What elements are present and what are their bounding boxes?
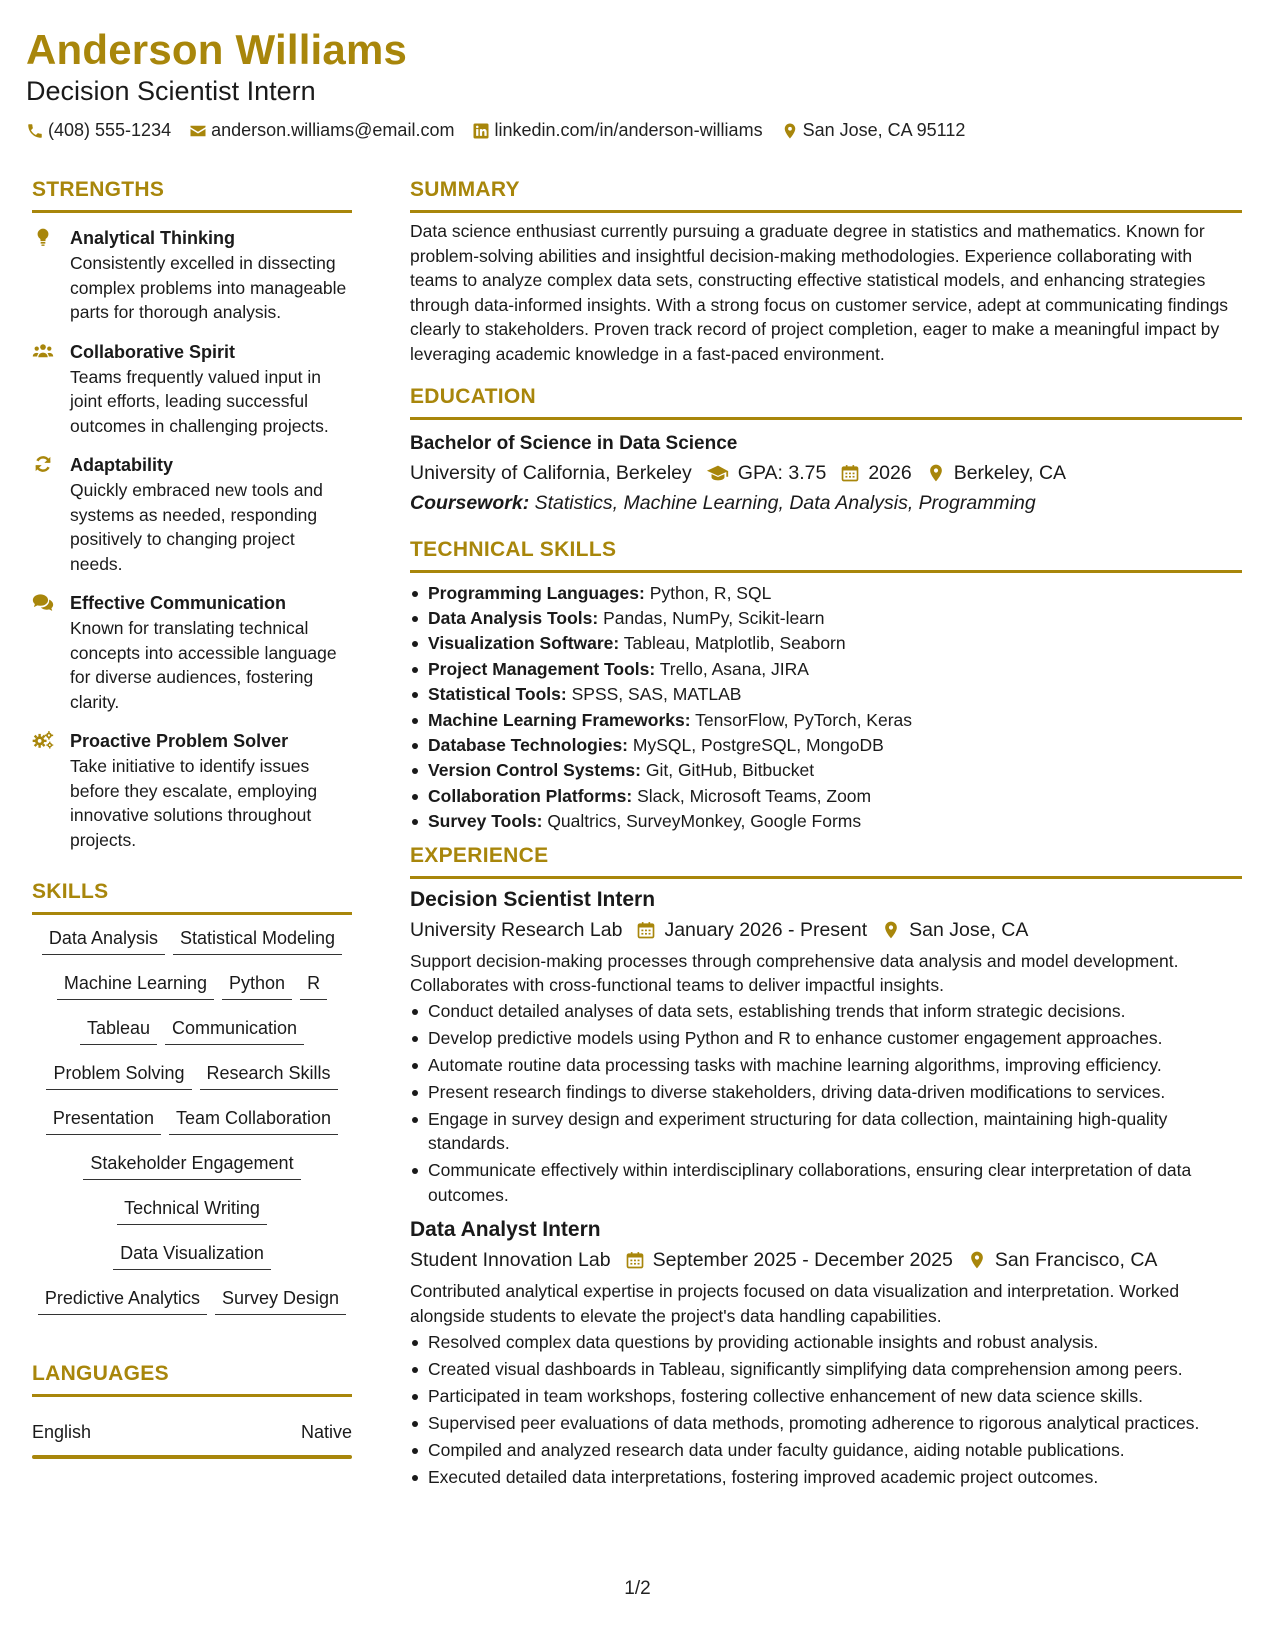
comments-icon [32, 592, 54, 612]
strengths-section [32, 176, 352, 852]
strength-title: Effective Communication [70, 593, 287, 613]
job-description: Support decision-making processes through comprehensive data analysis and model development. Collaborates with cross-functional teams to deliver impactful insights. [410, 950, 1179, 996]
summary-heading: SUMMARY [410, 178, 520, 201]
graduation-cap-icon [706, 463, 730, 483]
job-entry [410, 885, 1242, 1208]
section-divider [32, 912, 352, 915]
job-bullets [410, 999, 1242, 1207]
skill-tag: Predictive Analytics [38, 1285, 207, 1315]
tech-skill-item: Visualization Software: Tableau, Matplotlib, Seaborn [410, 631, 1242, 655]
strength-desc: Quickly embraced new tools and systems as needed, responding positively to changing project needs. [70, 480, 323, 574]
candidate-title: Decision Scientist Intern [26, 76, 316, 106]
calendar-icon [625, 1250, 645, 1270]
contact-email[interactable] [189, 120, 454, 141]
job-meta [410, 1245, 1242, 1275]
job-meta [410, 915, 1242, 945]
job-bullet: Engage in survey design and experiment structuring for data collection, maintaining high-quality standards. [410, 1107, 1242, 1156]
job-bullet: Created visual dashboards in Tableau, significantly simplifying data comprehension among peers. [410, 1357, 1242, 1381]
strength-desc: Known for translating technical concepts into accessible language for diverse audiences, fostering clarity. [70, 618, 337, 712]
map-pin-icon [781, 122, 799, 140]
skill-tag: Machine Learning [57, 970, 214, 1000]
education-section [410, 383, 1242, 518]
languages-section [32, 1360, 352, 1459]
skill-tag: Survey Design [215, 1285, 346, 1315]
strength-item [32, 590, 352, 714]
graduation-year: 2026 [868, 461, 912, 484]
summary-section [410, 176, 1242, 367]
skill-tag: Data Visualization [113, 1240, 271, 1270]
sync-icon [32, 454, 54, 474]
job-bullet: Conduct detailed analyses of data sets, establishing trends that inform strategic decisions. [410, 999, 1242, 1023]
contact-phone [26, 120, 171, 141]
experience-heading: EXPERIENCE [410, 843, 549, 867]
strength-title: Proactive Problem Solver [70, 731, 289, 751]
strength-desc: Consistently excelled in dissecting complex problems into manageable parts for thorough analysis. [70, 253, 347, 322]
section-divider [32, 210, 352, 213]
tech-skill-item: Machine Learning Frameworks: TensorFlow, PyTorch, Keras [410, 708, 1242, 732]
job-bullet: Automate routine data processing tasks with machine learning algorithms, improving efficiency. [410, 1053, 1242, 1077]
tech-skill-item: Collaboration Platforms: Slack, Microsoft Teams, Zoom [410, 784, 1242, 808]
lightbulb-icon [32, 227, 54, 247]
strength-title: Adaptability [70, 455, 174, 475]
job-location: San Jose, CA [909, 918, 1029, 941]
job-bullet: Compiled and analyzed research data under faculty guidance, aiding notable publications. [410, 1438, 1242, 1462]
strength-item [32, 225, 352, 325]
coursework-label: Coursework: [410, 491, 530, 514]
strength-desc: Take initiative to identify issues before they escalate, employing innovative solutions throughout projects. [70, 756, 318, 850]
job-bullet: Develop predictive models using Python and R to enhance customer engagement approaches. [410, 1026, 1242, 1050]
job-bullet: Resolved complex data questions by providing actionable insights and robust analysis. [410, 1330, 1242, 1354]
strength-item [32, 728, 352, 852]
language-row [32, 1419, 352, 1445]
company-name: University Research Lab [410, 918, 623, 941]
left-column [32, 176, 352, 1459]
tech-skill-item: Statistical Tools: SPSS, SAS, MATLAB [410, 682, 1242, 706]
summary-text: Data science enthusiast currently pursuing a graduate degree in statistics and mathematics. Known for problem-solving abilities and insightful decision-making methodologies. Experience collaborating with teams to analyze complex data sets, constructing effective statistical models, and enhancing strategies through data-informed insights. With a strong focus on customer service, adept at communicating findings clearly to stakeholders. Proven track record of project completion, eager to make a meaningful impact by leveraging academic knowledge in a fast-paced environment. [410, 221, 1229, 364]
tech-skill-item: Database Technologies: MySQL, PostgreSQL, MongoDB [410, 733, 1242, 757]
tech-skill-item: Programming Languages: Python, R, SQL [410, 581, 1242, 605]
skill-tag: Team Collaboration [169, 1105, 338, 1135]
strength-desc: Teams frequently valued input in joint efforts, leading successful outcomes in challenging projects. [70, 366, 329, 436]
coursework-text: Statistics, Machine Learning, Data Analysis, Programming [534, 491, 1036, 514]
languages-heading: LANGUAGES [32, 1362, 169, 1385]
skill-tag: Statistical Modeling [173, 925, 342, 955]
skill-tag: Technical Writing [117, 1195, 267, 1225]
job-title: Data Analyst Intern [410, 1218, 601, 1242]
cogs-icon [32, 730, 54, 750]
section-divider [410, 210, 1242, 213]
email-text[interactable]: anderson.williams@email.com [211, 120, 455, 140]
calendar-icon [636, 920, 656, 940]
language-level: Native [300, 1422, 352, 1442]
skill-tag: Problem Solving [46, 1060, 191, 1090]
section-divider [410, 876, 1242, 879]
language-level-bar [32, 1455, 352, 1459]
strengths-heading: STRENGTHS [32, 178, 165, 201]
school-name: University of California, Berkeley [410, 461, 692, 484]
technical-skills-list [410, 581, 1242, 834]
skill-tag: R [300, 970, 327, 1000]
company-name: Student Innovation Lab [410, 1249, 611, 1272]
resume-header [26, 24, 1249, 141]
map-pin-icon [881, 920, 901, 940]
phone-text: (408) 555-1234 [48, 120, 172, 140]
right-column [410, 176, 1242, 1491]
job-bullet: Executed detailed data interpretations, fostering improved academic project outcomes. [410, 1465, 1242, 1489]
skills-list [32, 925, 352, 1330]
skill-tag: Python [222, 970, 292, 1000]
job-dates: January 2026 - Present [664, 918, 868, 941]
coursework-line [410, 488, 1242, 518]
job-bullets [410, 1330, 1242, 1489]
tech-skill-item: Survey Tools: Qualtrics, SurveyMonkey, Google Forms [410, 809, 1242, 833]
job-title: Decision Scientist Intern [410, 887, 656, 911]
skill-tag: Presentation [46, 1105, 161, 1135]
job-location: San Francisco, CA [994, 1249, 1158, 1272]
job-entry [410, 1215, 1242, 1489]
skill-tag: Stakeholder Engagement [83, 1150, 300, 1180]
phone-icon [26, 122, 44, 140]
location-text: San Jose, CA 95112 [802, 120, 966, 140]
strength-title: Collaborative Spirit [70, 341, 236, 362]
section-divider [410, 417, 1242, 420]
tech-skill-item: Version Control Systems: Git, GitHub, Bitbucket [410, 758, 1242, 782]
job-bullet: Participated in team workshops, fostering collective enhancement of new data science skills. [410, 1384, 1242, 1408]
skill-tag: Data Analysis [42, 925, 165, 955]
technical-skills-heading: TECHNICAL SKILLS [410, 537, 617, 561]
job-bullet: Supervised peer evaluations of data methods, promoting adherence to rigorous analytical practices. [410, 1411, 1242, 1435]
education-heading: EDUCATION [410, 384, 536, 408]
education-location: Berkeley, CA [953, 461, 1067, 484]
contact-location [781, 120, 966, 141]
job-bullet: Present research findings to diverse stakeholders, driving data-driven modifications to services. [410, 1080, 1242, 1104]
map-pin-icon [926, 463, 946, 483]
skills-heading: SKILLS [32, 880, 109, 903]
technical-skills-section [410, 536, 1242, 834]
tech-skill-item: Data Analysis Tools: Pandas, NumPy, Scikit-learn [410, 606, 1242, 630]
contact-linkedin[interactable] [472, 120, 762, 141]
linkedin-text[interactable]: linkedin.com/in/anderson-williams [494, 120, 763, 140]
strength-title: Analytical Thinking [70, 228, 236, 248]
strength-item [32, 452, 352, 576]
experience-section [410, 842, 1242, 1489]
job-description: Contributed analytical expertise in projects focused on data visualization and interpretation. Worked alongside students to elevate the project's data handling capabilities. [410, 1281, 1180, 1326]
job-bullet: Communicate effectively within interdisciplinary collaborations, ensuring clear interpretation of data outcomes. [410, 1158, 1242, 1207]
contact-bar [26, 120, 1249, 141]
candidate-name: Anderson Williams [26, 26, 408, 73]
section-divider [32, 1394, 352, 1397]
section-divider [410, 570, 1242, 573]
users-icon [32, 341, 54, 361]
linkedin-icon [472, 122, 490, 140]
calendar-icon [840, 463, 860, 483]
skill-tag: Tableau [80, 1015, 157, 1045]
map-pin-icon [967, 1250, 987, 1270]
language-name: English [32, 1422, 92, 1442]
page-number: 1/2 [624, 1578, 651, 1599]
strength-item [32, 339, 352, 439]
tech-skill-item: Project Management Tools: Trello, Asana, JIRA [410, 657, 1242, 681]
degree-title: Bachelor of Science in Data Science [410, 432, 738, 454]
gpa-text: GPA: 3.75 [737, 461, 827, 484]
skill-tag: Communication [165, 1015, 304, 1045]
education-meta [410, 458, 1242, 488]
skills-section [32, 878, 352, 1330]
envelope-icon [189, 122, 207, 140]
job-dates: September 2025 - December 2025 [652, 1249, 953, 1272]
skill-tag: Research Skills [200, 1060, 338, 1090]
